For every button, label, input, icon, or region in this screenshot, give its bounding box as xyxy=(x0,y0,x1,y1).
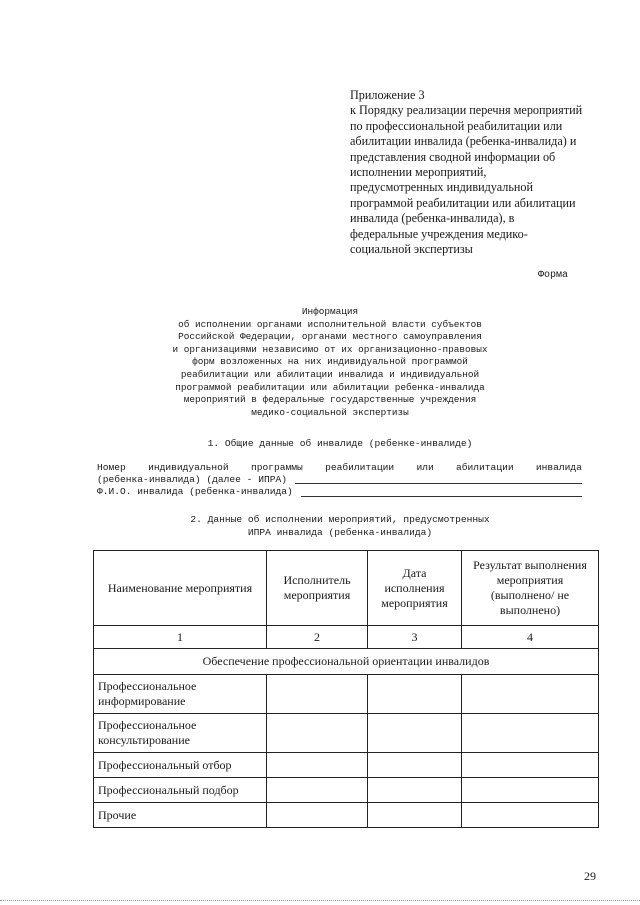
appendix-line: инвалида (ребенка-инвалида), в xyxy=(350,211,515,226)
appendix-line: предусмотренных индивидуальной xyxy=(350,180,534,195)
info-line: мероприятий в федеральные государственные учреждения xyxy=(183,394,477,406)
header-executor: Исполнитель мероприятия xyxy=(267,551,368,626)
appendix-line: по профессиональной реабилитации или xyxy=(350,118,563,133)
ipra-fields xyxy=(97,462,582,499)
ipra-word: Номер xyxy=(97,462,126,473)
appendix-line: программой реабилитации или абилитации xyxy=(350,195,576,210)
header-result: Результат выполнения мероприятия (выполнено/ не выполнено) xyxy=(462,551,599,626)
result-cell[interactable] xyxy=(462,714,599,753)
table-row xyxy=(94,753,599,778)
fio-blank[interactable] xyxy=(301,486,582,496)
section-2-line: ИПРА инвалида (ребенка-инвалида) xyxy=(247,526,433,538)
executor-cell[interactable] xyxy=(267,778,368,803)
measure-name-cell: Профессиональный подбор xyxy=(94,778,267,803)
ipra-number-blank[interactable] xyxy=(295,474,582,484)
info-line: Российской Федерации, органами местного самоуправления xyxy=(178,331,482,343)
ipra-word: или xyxy=(416,462,434,473)
section-2-line: 2. Данные об исполнении мероприятий, предусмотренных xyxy=(190,514,490,525)
info-line: и организациями независимо от их организационно-правовых xyxy=(172,343,488,355)
column-numbers-row xyxy=(94,626,599,649)
page-number: 29 xyxy=(584,869,596,883)
column-number: 1 xyxy=(94,626,267,649)
table-row xyxy=(94,803,599,828)
info-line: программой реабилитации или абилитации ребенка-инвалида xyxy=(175,381,485,393)
date-cell[interactable] xyxy=(368,803,462,828)
fio-label: Ф.И.О. инвалида (ребенка-инвалида) xyxy=(97,486,293,498)
fio-field xyxy=(97,486,582,498)
appendix-line: исполнении мероприятий, xyxy=(350,165,487,180)
executor-cell[interactable] xyxy=(267,675,368,714)
table-row xyxy=(94,778,599,803)
section-row-title: Обеспечение профессиональной ориентации инвалидов xyxy=(94,649,599,675)
measure-name-cell: Прочие xyxy=(94,803,267,828)
ipra-word: инвалида xyxy=(535,462,582,473)
executor-cell[interactable] xyxy=(267,803,368,828)
header-date: Дата исполнения мероприятия xyxy=(368,551,462,626)
result-cell[interactable] xyxy=(462,778,599,803)
appendix-header xyxy=(350,88,610,257)
table-row xyxy=(94,714,599,753)
bottom-divider xyxy=(0,900,640,901)
appendix-line: социальной экспертизы xyxy=(350,242,473,257)
column-number: 4 xyxy=(462,626,599,649)
form-label: Форма xyxy=(538,270,569,281)
column-number: 2 xyxy=(267,626,368,649)
date-cell[interactable] xyxy=(368,753,462,778)
result-cell[interactable] xyxy=(462,753,599,778)
appendix-line: к Порядку реализации перечня мероприятий xyxy=(350,103,583,118)
table-row xyxy=(94,675,599,714)
ipra-number-label: (ребенка-инвалида) (далее - ИПРА) xyxy=(97,474,287,486)
information-title-block xyxy=(100,306,560,419)
date-cell[interactable] xyxy=(368,675,462,714)
ipra-word: реабилитации xyxy=(325,462,395,473)
column-number: 3 xyxy=(368,626,462,649)
info-line: об исполнении органами исполнительной власти субъектов xyxy=(178,318,482,330)
info-line: медико-социальной экспертизы xyxy=(251,406,409,418)
ipra-word: индивидуальной xyxy=(148,462,229,473)
appendix-line: абилитации инвалида (ребенка-инвалида) и xyxy=(350,134,577,149)
appendix-line: представления сводной информации об xyxy=(350,149,556,164)
section-2-title xyxy=(100,514,580,539)
ipra-number-line xyxy=(97,462,582,474)
result-cell[interactable] xyxy=(462,675,599,714)
ipra-word: абилитации xyxy=(456,462,514,473)
executor-cell[interactable] xyxy=(267,753,368,778)
measure-name-cell: Профессиональный отбор xyxy=(94,753,267,778)
result-cell[interactable] xyxy=(462,803,599,828)
section-row xyxy=(94,649,599,675)
appendix-line: федеральные учреждения медико- xyxy=(350,226,528,241)
date-cell[interactable] xyxy=(368,714,462,753)
section-1-title: 1. Общие данные об инвалиде (ребенке-инвалиде) xyxy=(207,438,473,449)
date-cell[interactable] xyxy=(368,778,462,803)
measure-name-cell: Профессиональное консультирование xyxy=(94,714,267,753)
header-measure-name: Наименование мероприятия xyxy=(94,551,267,626)
info-line: Информация xyxy=(301,306,359,317)
info-line: форм возложенных на них индивидуальной программой xyxy=(192,356,468,368)
measure-name-cell: Профессиональное информирование xyxy=(94,675,267,714)
executor-cell[interactable] xyxy=(267,714,368,753)
ipra-word: программы xyxy=(250,462,303,473)
info-line: реабилитации или абилитации инвалида и индивидуальной xyxy=(180,368,480,380)
ipra-number-field xyxy=(97,474,582,486)
table-header-row xyxy=(94,551,599,626)
measures-table xyxy=(93,550,599,828)
appendix-line: Приложение 3 xyxy=(350,88,425,102)
